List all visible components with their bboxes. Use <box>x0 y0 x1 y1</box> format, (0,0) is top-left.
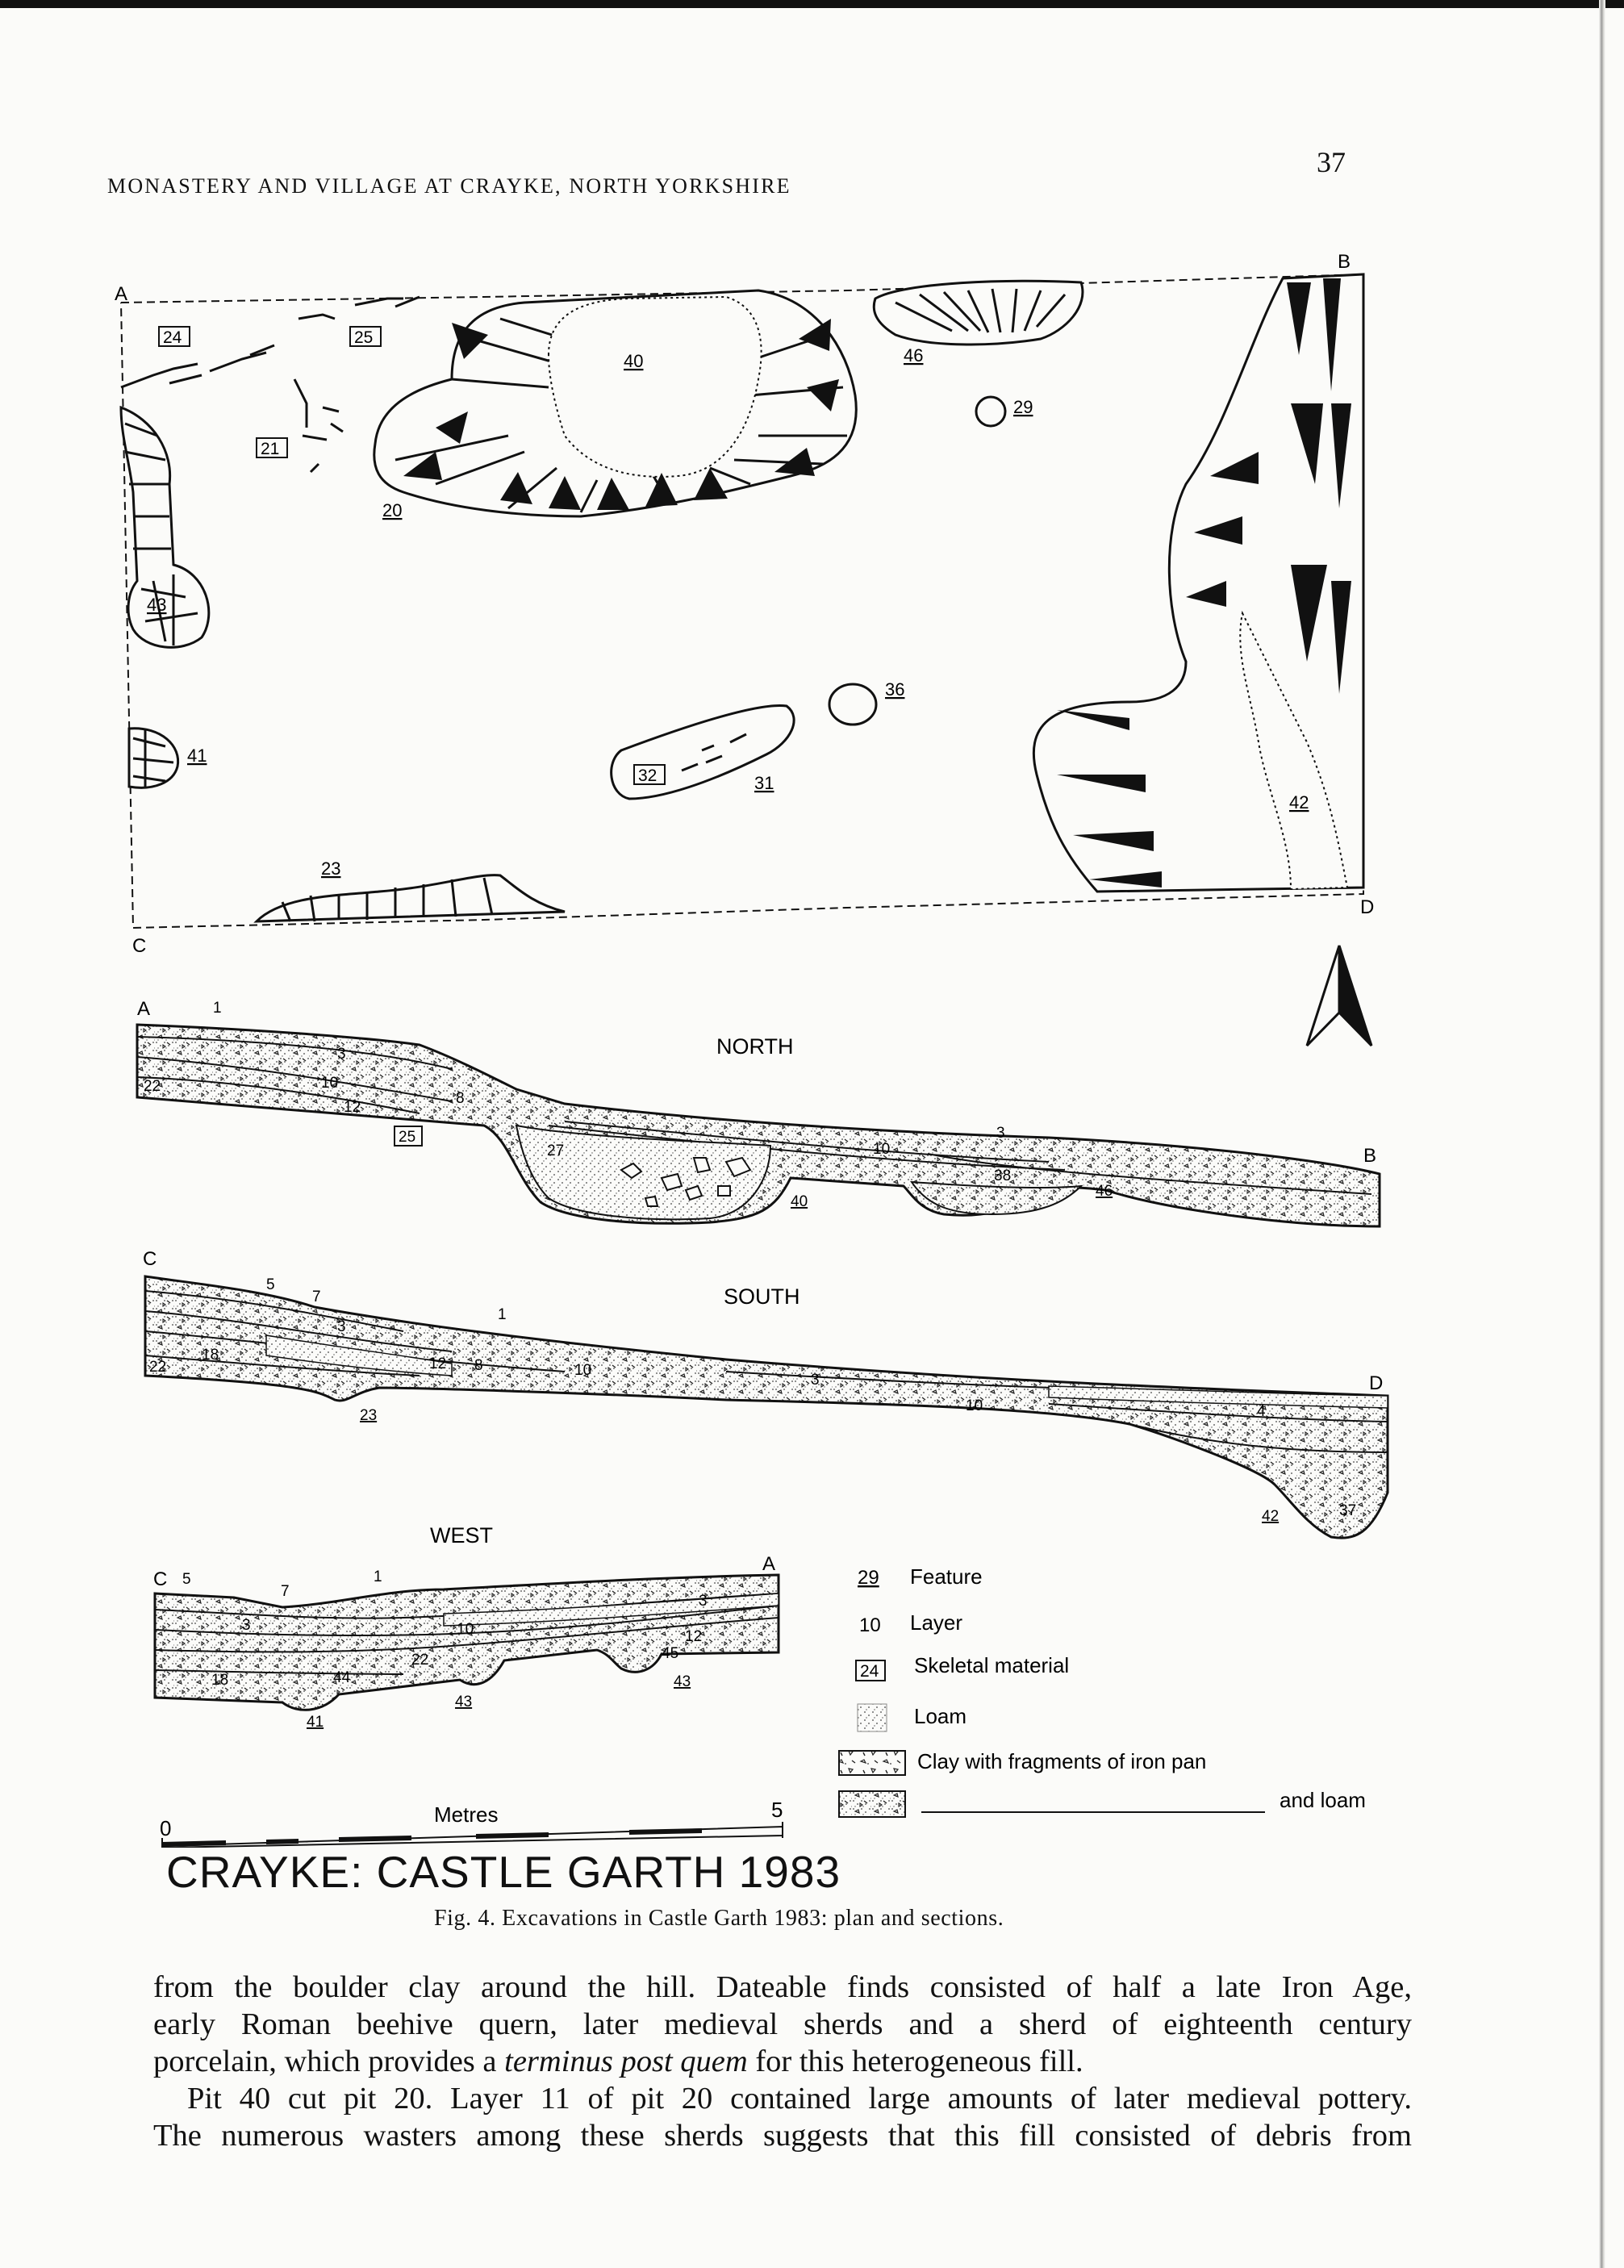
svg-text:45: 45 <box>662 1645 679 1662</box>
svg-text:18: 18 <box>202 1347 219 1364</box>
feature-23 <box>257 875 565 921</box>
label-23: 23 <box>321 858 341 879</box>
south-section-title: SOUTH <box>724 1284 800 1309</box>
legend-symbol-skeletal: 24 <box>860 1662 879 1681</box>
scale-end: 5 <box>771 1798 783 1822</box>
label-42: 42 <box>1289 792 1309 812</box>
south-end-c: C <box>143 1248 157 1270</box>
svg-text:22: 22 <box>144 1078 161 1095</box>
svg-text:3: 3 <box>811 1372 820 1389</box>
svg-text:23: 23 <box>360 1407 378 1424</box>
legend-swatch-clay-loam <box>839 1791 905 1817</box>
svg-text:43: 43 <box>674 1673 691 1690</box>
feature-36 <box>829 684 876 725</box>
svg-text:3: 3 <box>337 1318 346 1335</box>
legend-label-clay: Clay with fragments of iron pan <box>917 1749 1207 1773</box>
section-south <box>143 1248 1388 1538</box>
north-end-a: A <box>137 998 151 1020</box>
svg-text:12: 12 <box>344 1099 361 1116</box>
scale-start: 0 <box>160 1816 172 1840</box>
svg-text:43: 43 <box>455 1694 473 1710</box>
svg-text:37: 37 <box>1339 1502 1357 1519</box>
plan-corner-d: D <box>1360 896 1375 918</box>
legend-symbol-feature: 29 <box>858 1567 879 1589</box>
plan-corner-a: A <box>115 283 128 305</box>
label-32: 32 <box>638 766 658 785</box>
north-end-b: B <box>1363 1145 1377 1167</box>
svg-text:27: 27 <box>547 1142 565 1159</box>
svg-text:10: 10 <box>873 1141 891 1158</box>
svg-text:5: 5 <box>266 1276 275 1293</box>
body-text <box>153 1969 1412 2154</box>
body-line: early Roman beehive quern, later medieval sherds and a sherd of eighteenth century <box>153 2007 1412 2041</box>
svg-text:12: 12 <box>685 1628 703 1645</box>
svg-text:4: 4 <box>1257 1403 1266 1420</box>
body-line: Pit 40 cut pit 20. Layer 11 of pit 20 contained large amounts of later medieval pottery. <box>187 2082 1412 2116</box>
figure-caption: Fig. 4. Excavations in Castle Garth 1983: plan and sections. <box>434 1906 1004 1931</box>
plan-corner-b: B <box>1338 251 1351 273</box>
legend-label-feature: Feature <box>910 1564 983 1589</box>
label-24: 24 <box>163 328 182 347</box>
svg-text:22: 22 <box>411 1652 429 1669</box>
svg-text:41: 41 <box>307 1714 324 1731</box>
west-end-a: A <box>762 1553 776 1575</box>
section-north <box>137 998 1380 1226</box>
figure-title: CRAYKE: CASTLE GARTH 1983 <box>166 1847 841 1897</box>
site-plan <box>115 251 1374 957</box>
page-number: 37 <box>1317 146 1346 178</box>
svg-text:42: 42 <box>1262 1508 1280 1525</box>
svg-text:10: 10 <box>321 1075 339 1092</box>
legend-label-loam: Loam <box>914 1704 967 1728</box>
feature-29 <box>976 397 1005 426</box>
svg-text:8: 8 <box>474 1357 483 1374</box>
body-line: from the boulder clay around the hill. Dateable finds consisted of half a late Iron Age, <box>153 1970 1412 2004</box>
svg-text:8: 8 <box>456 1090 465 1107</box>
label-21: 21 <box>261 440 280 458</box>
north-section-title: NORTH <box>716 1034 794 1059</box>
running-head: MONASTERY AND VILLAGE AT CRAYKE, NORTH YORKSHIRE <box>107 174 791 198</box>
svg-text:7: 7 <box>281 1583 290 1600</box>
svg-text:1: 1 <box>213 1000 222 1017</box>
svg-text:3: 3 <box>242 1617 251 1634</box>
label-40: 40 <box>624 351 644 371</box>
legend-symbol-layer: 10 <box>859 1614 881 1636</box>
figure-legend <box>839 1564 1366 1817</box>
svg-text:38: 38 <box>994 1167 1012 1184</box>
svg-text:10: 10 <box>457 1621 474 1638</box>
svg-text:7: 7 <box>312 1289 321 1305</box>
svg-text:10: 10 <box>966 1397 983 1414</box>
west-section-title: WEST <box>430 1523 493 1548</box>
svg-text:1: 1 <box>374 1568 382 1585</box>
scale-bar <box>160 1798 783 1848</box>
label-46: 46 <box>904 345 924 365</box>
west-end-c: C <box>153 1568 168 1590</box>
svg-text:40: 40 <box>791 1193 808 1210</box>
body-line: The numerous wasters among these sherds suggests that this fill consisted of debris from <box>153 2119 1412 2153</box>
latin-term: terminus post quem <box>504 2045 748 2078</box>
label-41: 41 <box>187 746 207 766</box>
north-arrow-icon <box>1307 946 1371 1046</box>
legend-label-layer: Layer <box>910 1610 963 1635</box>
scale-unit: Metres <box>434 1802 499 1827</box>
svg-text:3: 3 <box>337 1046 346 1063</box>
label-20: 20 <box>382 500 403 520</box>
svg-text:12: 12 <box>429 1355 447 1372</box>
south-end-d: D <box>1369 1372 1384 1394</box>
section-west <box>153 1523 779 1731</box>
svg-text:5: 5 <box>182 1571 191 1588</box>
label-36: 36 <box>885 679 905 700</box>
svg-text:22: 22 <box>149 1359 167 1376</box>
label-43: 43 <box>147 595 167 615</box>
legend-label-skeletal: Skeletal material <box>914 1653 1070 1677</box>
svg-text:10: 10 <box>574 1362 592 1379</box>
svg-text:44: 44 <box>333 1669 351 1686</box>
legend-swatch-loam <box>858 1704 887 1731</box>
label-31: 31 <box>754 773 774 793</box>
legend-swatch-clay <box>839 1751 905 1775</box>
svg-text:3: 3 <box>699 1593 708 1610</box>
svg-text:18: 18 <box>211 1672 229 1689</box>
label-25: 25 <box>354 328 374 347</box>
svg-text:25: 25 <box>399 1129 416 1146</box>
legend-label-clay-loam: and loam <box>1280 1788 1366 1812</box>
body-line: porcelain, which provides a terminus post quem for this heterogeneous fill. <box>153 2045 1083 2078</box>
label-29: 29 <box>1013 397 1033 417</box>
south-section-body <box>145 1276 1388 1538</box>
plan-corner-c: C <box>132 935 147 957</box>
svg-text:1: 1 <box>498 1306 507 1323</box>
svg-text:3: 3 <box>996 1125 1005 1142</box>
svg-text:46: 46 <box>1096 1183 1113 1200</box>
